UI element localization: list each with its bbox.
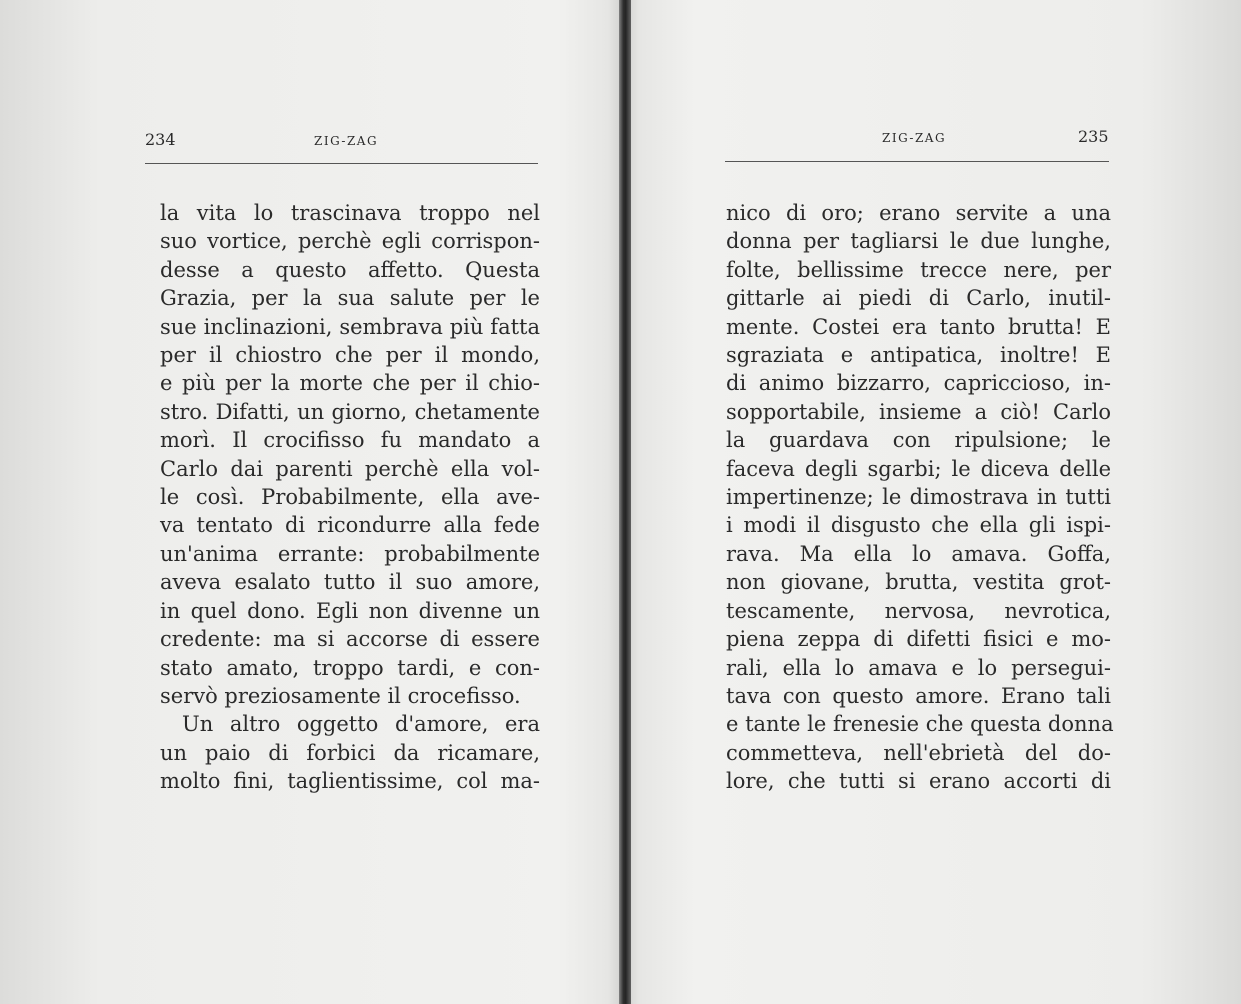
text-line: lore, che tutti si erano accorti di — [726, 769, 1111, 794]
text-line: Un altro oggetto d'amore, era — [182, 712, 540, 737]
text-line: sopportabile, insieme a ciò! Carlo — [726, 399, 1111, 424]
text-line: la vita lo trascinava troppo nel — [160, 201, 540, 225]
text-line: impertinenze; le dimostrava in tutti — [726, 485, 1111, 510]
text-line: aveva esalato tutto il suo amore, — [160, 570, 540, 595]
text-line: nico di oro; erano servite a una — [726, 201, 1111, 225]
right-page — [631, 0, 1241, 1004]
text-line: folte, bellissime trecce nere, per — [726, 257, 1111, 282]
book-gutter — [619, 0, 631, 1004]
text-line: faceva degli sgarbi; le diceva delle — [726, 456, 1111, 481]
text-line: Carlo dai parenti perchè ella vol- — [160, 456, 540, 481]
left-page — [0, 0, 619, 1004]
text-line: in quel dono. Egli non divenne un — [160, 598, 540, 623]
text-line: e tante le frenesie che questa donna — [726, 712, 1114, 737]
text-line: le così. Probabilmente, ella ave- — [160, 485, 540, 510]
right-running-head: ZIG-ZAG — [882, 131, 947, 145]
text-line: morì. Il crocifisso fu mandato a — [160, 428, 540, 453]
text-line: non giovane, brutta, vestita grot- — [726, 570, 1111, 595]
text-line: stato amato, troppo tardi, e con- — [160, 655, 540, 680]
left-header-rule — [145, 163, 538, 164]
text-line: commetteva, nell'ebrietà del do- — [726, 740, 1111, 765]
text-line: gittarle ai piedi di Carlo, inutil- — [726, 286, 1111, 311]
text-line: sue inclinazioni, sembrava più fatta — [160, 314, 540, 339]
text-line: suo vortice, perchè egli corrispon- — [160, 229, 540, 254]
left-body-text — [160, 199, 540, 796]
right-page-number: 235 — [1078, 127, 1109, 146]
text-line: donna per tagliarsi le due lunghe, — [726, 229, 1111, 254]
text-line: piena zeppa di difetti fisici e mo- — [726, 627, 1111, 652]
text-line: credente: ma si accorse di essere — [160, 627, 540, 652]
text-line: va tentato di ricondurre alla fede — [160, 513, 540, 538]
right-body-text — [726, 199, 1114, 796]
text-line: per il chiostro che per il mondo, — [160, 343, 540, 368]
text-line: tescamente, nervosa, nevrotica, — [726, 598, 1111, 623]
right-header-rule — [725, 161, 1109, 162]
left-page-number: 234 — [145, 130, 176, 149]
text-line: servò preziosamente il crocefisso. — [160, 683, 521, 708]
text-line: la guardava con ripulsione; le — [726, 428, 1111, 453]
text-line: rava. Ma ella lo amava. Goffa, — [726, 541, 1111, 566]
text-line: desse a questo affetto. Questa — [160, 257, 540, 282]
text-line: molto fini, taglientissime, col ma- — [160, 769, 540, 794]
left-running-head: ZIG-ZAG — [314, 134, 379, 148]
text-line: rali, ella lo amava e lo persegui- — [726, 655, 1111, 680]
text-line: stro. Difatti, un giorno, chetamente — [160, 399, 540, 424]
text-line: sgraziata e antipatica, inoltre! E — [726, 343, 1111, 368]
text-line: Grazia, per la sua salute per le — [160, 286, 540, 311]
text-line: un paio di forbici da ricamare, — [160, 740, 540, 765]
text-line: tava con questo amore. Erano tali — [726, 683, 1111, 708]
text-line: di animo bizzarro, capriccioso, in- — [726, 371, 1111, 396]
text-line: un'anima errante: probabilmente — [160, 541, 540, 566]
text-line: i modi il disgusto che ella gli ispi- — [726, 513, 1111, 538]
text-line: e più per la morte che per il chio- — [160, 371, 540, 396]
text-line: mente. Costei era tanto brutta! E — [726, 314, 1111, 339]
